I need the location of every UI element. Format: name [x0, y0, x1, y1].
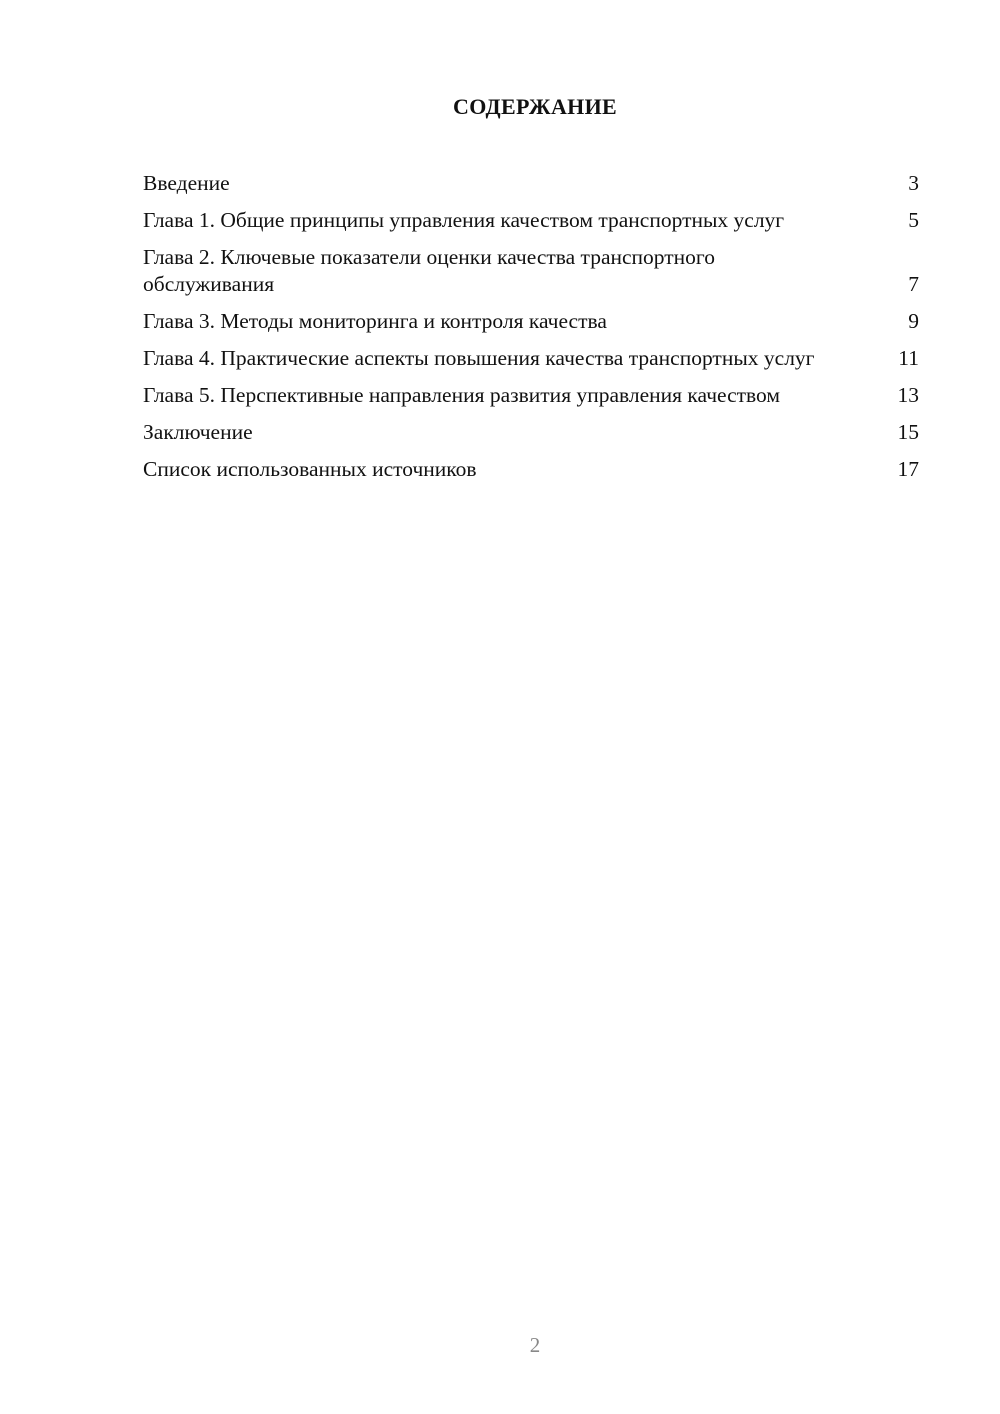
page-number: 2	[529, 1333, 541, 1357]
toc-entry-page: 9	[908, 309, 919, 333]
toc-entry-title: Глава 2. Ключевые показатели оценки качества транспортного обслуживания	[143, 245, 715, 296]
toc-entry-page: 11	[898, 346, 919, 370]
table-of-contents	[143, 170, 919, 493]
toc-entry-title: Глава 4. Практические аспекты повышения качества транспортных услуг	[143, 346, 815, 370]
toc-entry-title: Заключение	[143, 420, 253, 444]
toc-entry-page: 17	[897, 457, 919, 481]
toc-entry-page: 3	[908, 171, 919, 195]
toc-entry-chapter-2[interactable]	[143, 244, 919, 298]
toc-entry-page: 5	[908, 208, 919, 232]
toc-entry-page: 7	[908, 272, 919, 296]
toc-entry-title: Глава 3. Методы мониторинга и контроля качества	[143, 309, 607, 333]
toc-entry-chapter-5[interactable]	[143, 382, 919, 409]
toc-entry-title: Введение	[143, 171, 230, 195]
toc-entry-conclusion[interactable]	[143, 419, 919, 446]
toc-entry-references[interactable]	[143, 456, 919, 483]
toc-entry-page: 15	[897, 420, 919, 444]
toc-entry-title: Глава 1. Общие принципы управления качеством транспортных услуг	[143, 208, 785, 232]
page-title: СОДЕРЖАНИЕ	[453, 94, 617, 119]
toc-entry-chapter-1[interactable]	[143, 207, 919, 234]
toc-entry-chapter-3[interactable]	[143, 308, 919, 335]
toc-entry-chapter-4[interactable]	[143, 345, 919, 372]
toc-entry-title: Глава 5. Перспективные направления развития управления качеством	[143, 383, 781, 407]
toc-entry-title: Список использованных источников	[143, 457, 477, 481]
toc-entry-page: 13	[897, 383, 919, 407]
toc-entry-introduction[interactable]	[143, 170, 919, 197]
